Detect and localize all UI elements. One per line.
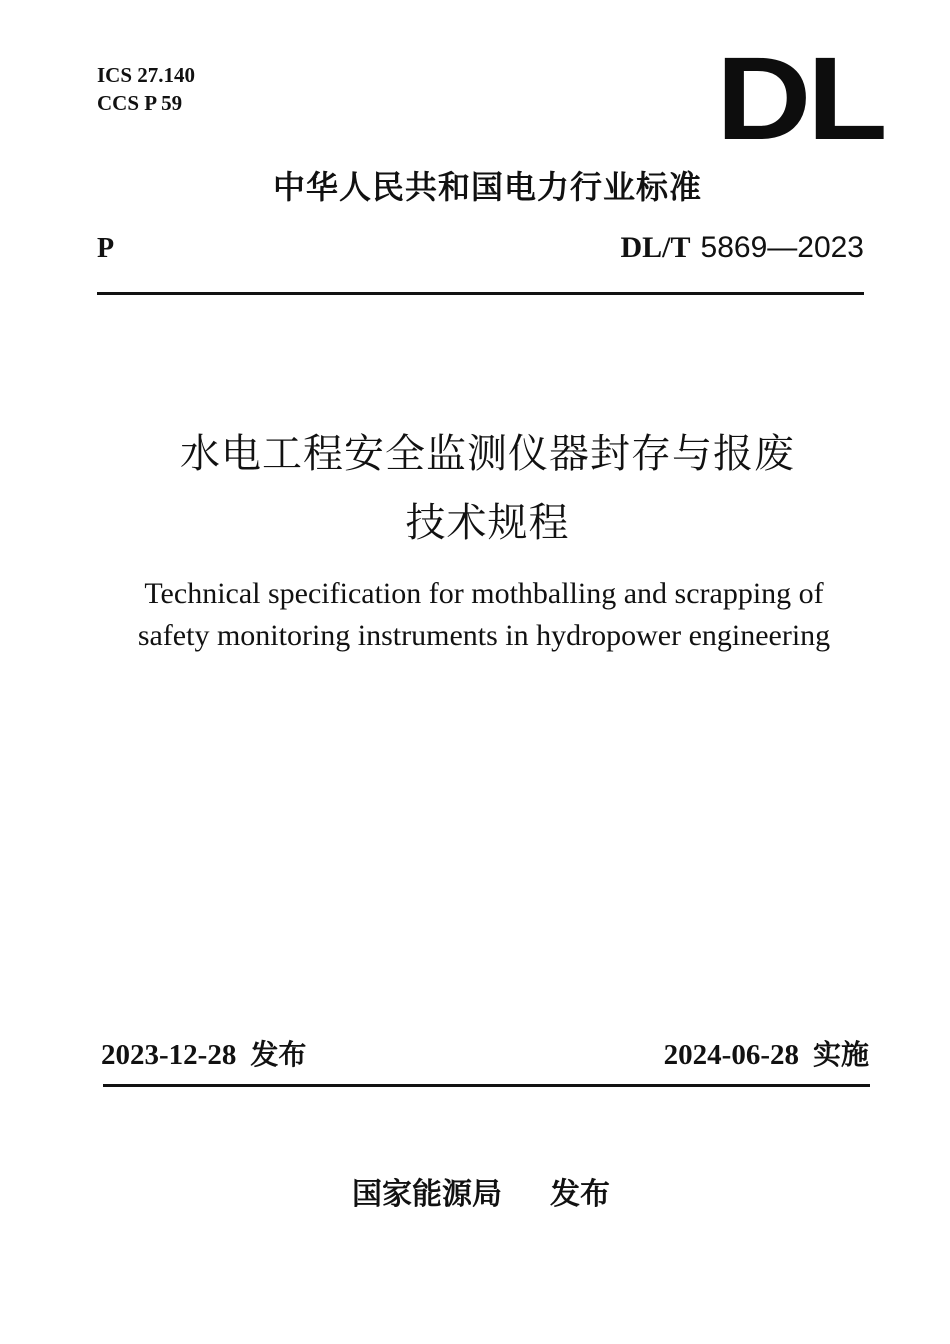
publisher [352, 1175, 610, 1215]
ccs-code: CCS P 59 [97, 91, 183, 115]
dl-logo: DL [716, 33, 884, 165]
issuer-title: 中华人民共和国电力行业标准 [272, 168, 702, 206]
bottom-divider [103, 1084, 870, 1087]
category-letter: P [97, 233, 115, 264]
issue-label: 发布 [250, 1038, 307, 1071]
issue-date [101, 1035, 306, 1075]
publish-label: 发布 [550, 1177, 610, 1212]
standard-prefix: DL/T [620, 231, 691, 264]
effective-date-value: 2024-06-28 [663, 1039, 799, 1071]
standard-code: 5869—2023 [700, 231, 864, 264]
ics-code: ICS 27.140 [97, 63, 196, 87]
issue-date-value: 2023-12-28 [101, 1039, 237, 1071]
effective-label: 实施 [812, 1038, 869, 1071]
title-en-line1: Technical specification for mothballing and scrapping of [144, 577, 824, 610]
title-zh-line1: 水电工程安全监测仪器封存与报废 [180, 431, 795, 477]
title-en-line2: safety monitoring instruments in hydropower engineering [137, 619, 831, 652]
publisher-name: 国家能源局 [352, 1177, 502, 1212]
title-zh-line2: 技术规程 [405, 500, 570, 546]
effective-date [664, 1035, 869, 1075]
standard-number [620, 230, 864, 266]
top-divider [97, 292, 864, 295]
